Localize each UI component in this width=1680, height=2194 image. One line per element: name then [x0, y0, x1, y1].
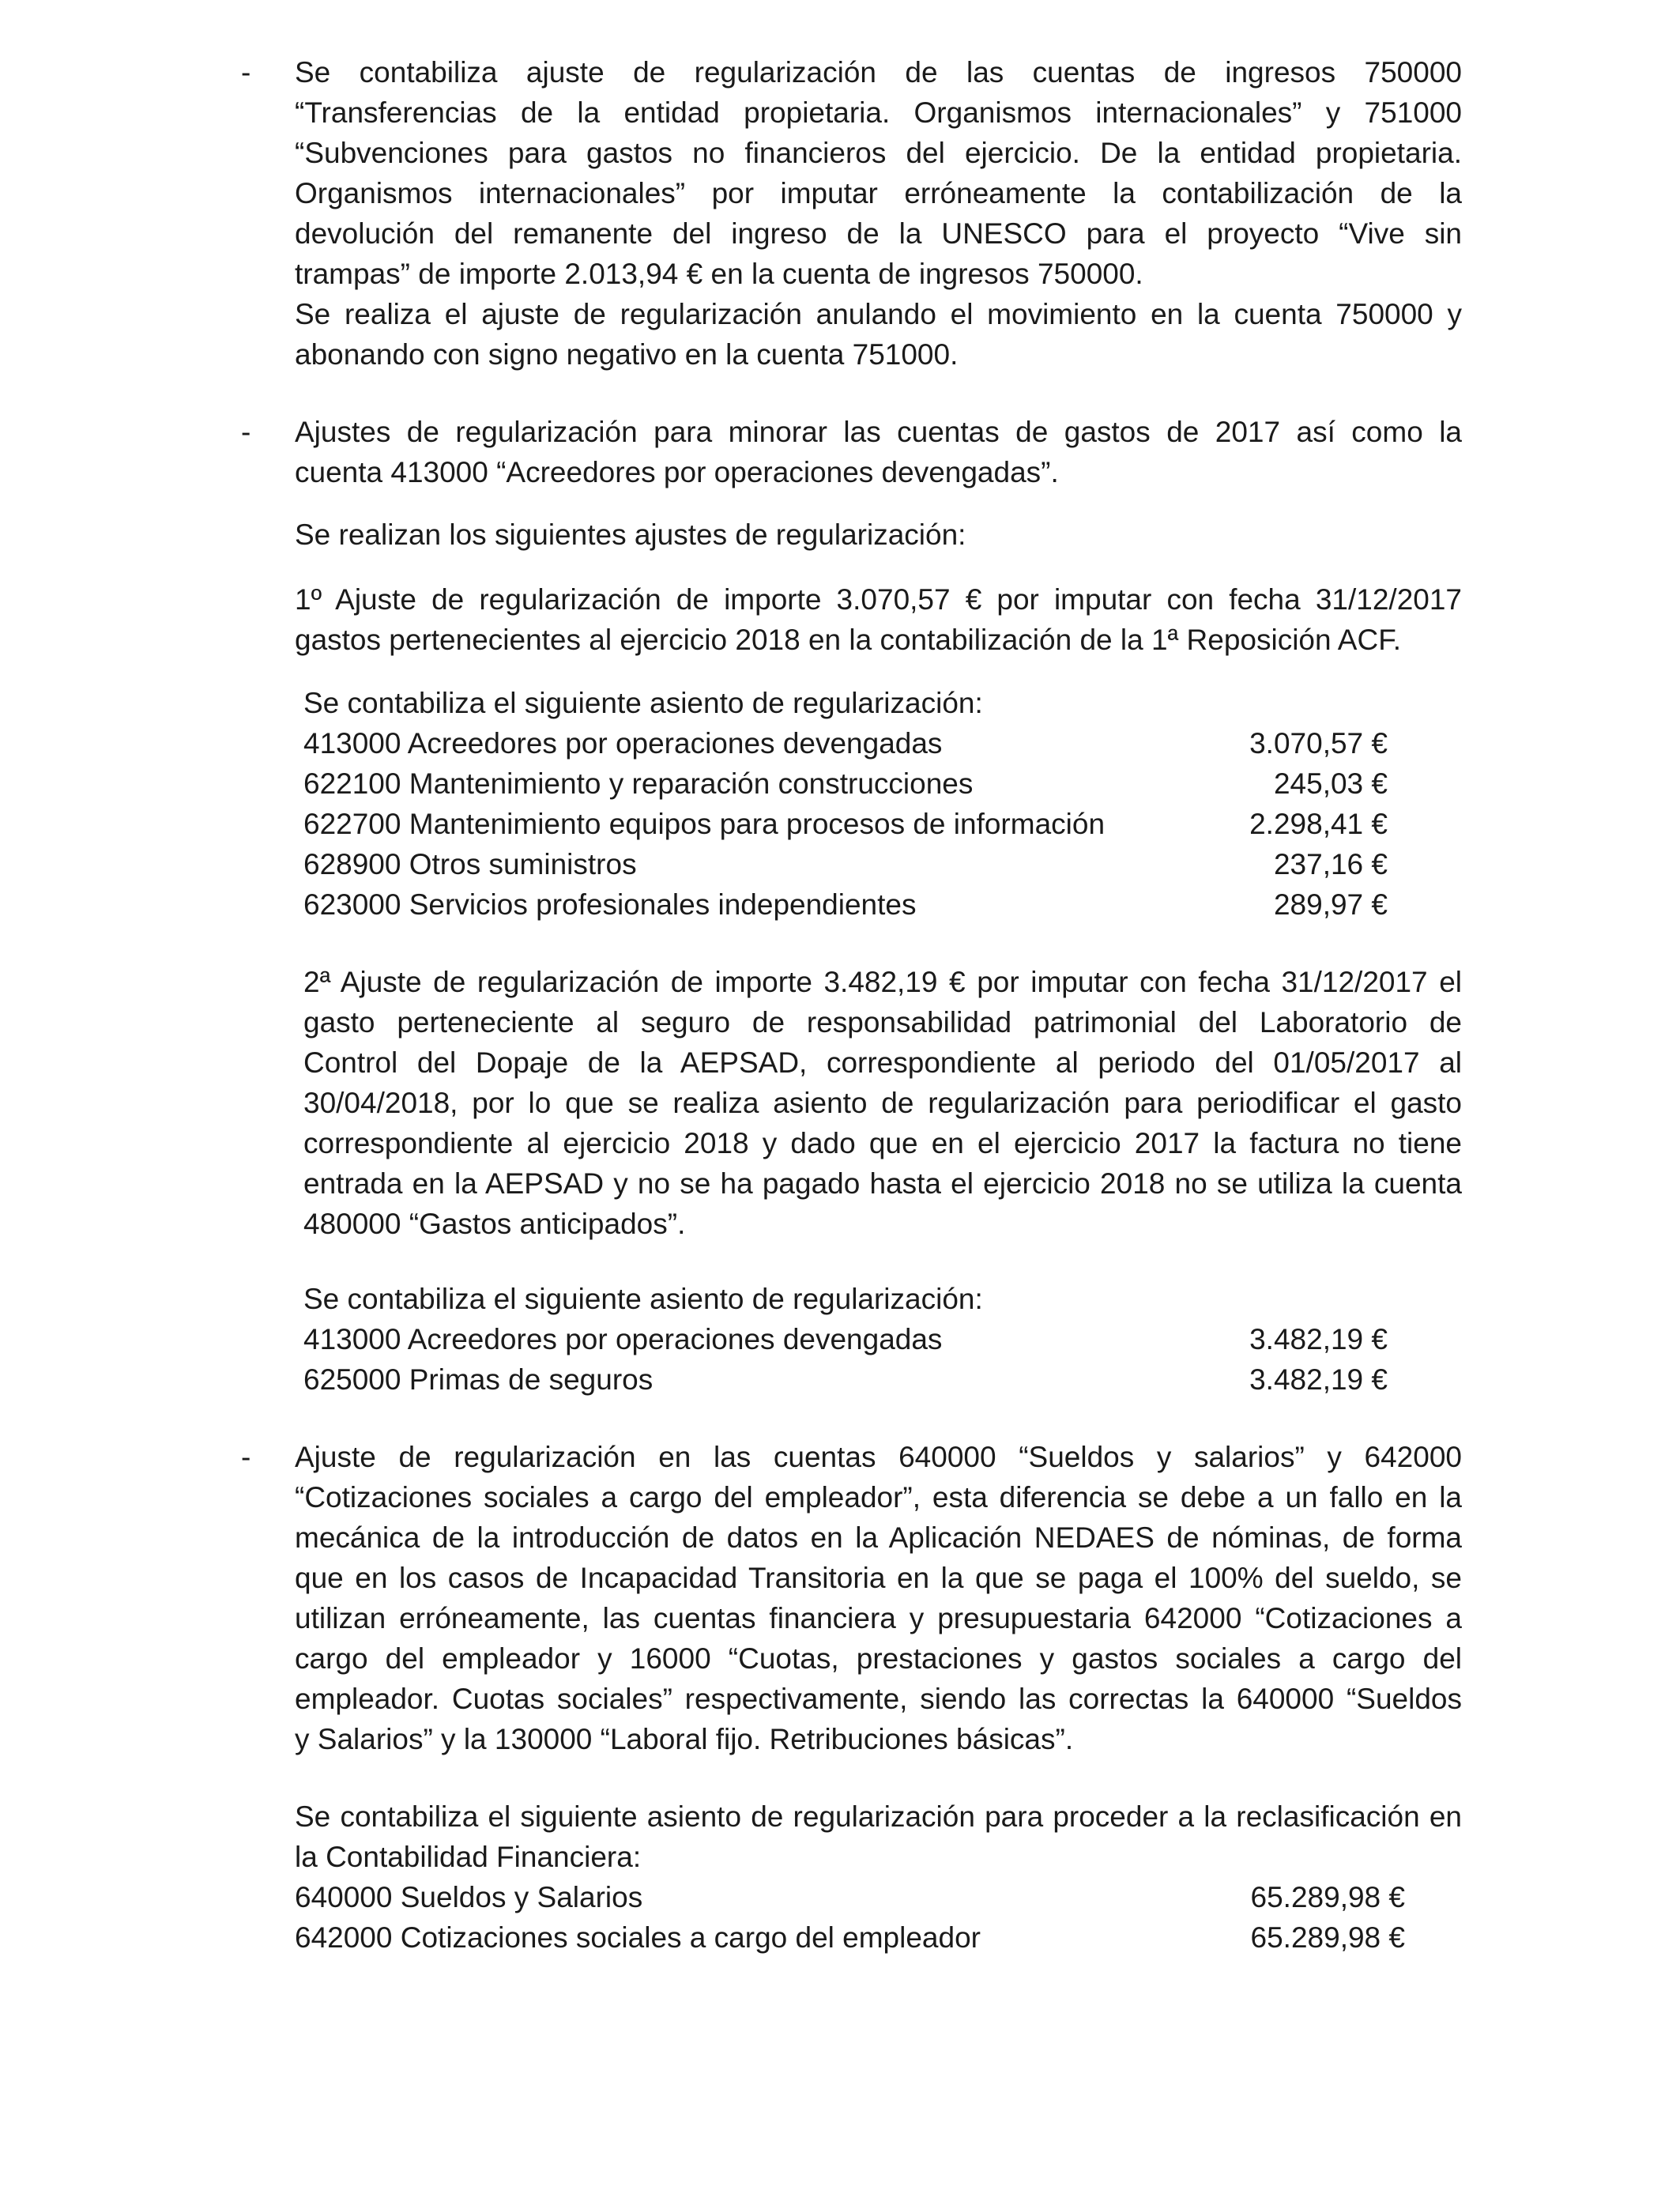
paragraph-line: Se contabiliza el siguiente asiento de regularización para proceder a la reclasificación en: [295, 1800, 1462, 1833]
entry-title: Se contabiliza el siguiente asiento de regularización:: [303, 687, 983, 719]
paragraph-line: utilizan erróneamente, las cuentas financiera y presupuestaria 642000 “Cotizaciones a: [295, 1602, 1462, 1634]
paragraph-line: “Cotizaciones sociales a cargo del empleador”, esta diferencia se debe a un fallo en la: [295, 1481, 1462, 1514]
paragraph-line: empleador. Cuotas sociales” respectivamente, siendo las correctas la 640000 “Sueldos: [295, 1683, 1462, 1715]
bullet-dash: -: [241, 416, 251, 448]
section-subtitle: Se realizan los siguientes ajustes de regularización:: [295, 518, 966, 551]
paragraph-line: y Salarios” y la 130000 “Laboral fijo. Retribuciones básicas”.: [295, 1723, 1074, 1755]
entry-account: 413000 Acreedores por operaciones devengadas: [303, 1323, 943, 1355]
paragraph-line: cargo del empleador y 16000 “Cuotas, prestaciones y gastos sociales a cargo del: [295, 1642, 1462, 1675]
paragraph-line: Organismos internacionales” por imputar erróneamente la contabilización de la: [295, 177, 1462, 209]
paragraph-line: gasto perteneciente al seguro de responsabilidad patrimonial del Laboratorio de: [303, 1006, 1462, 1039]
paragraph-line: 2ª Ajuste de regularización de importe 3.482,19 € por imputar con fecha 31/12/2017 el: [303, 966, 1462, 998]
entry-amount: 245,03 €: [1273, 767, 1388, 800]
paragraph-line: Se realiza el ajuste de regularización anulando el movimiento en la cuenta 750000 y: [295, 298, 1462, 330]
paragraph-line: 480000 “Gastos anticipados”.: [303, 1208, 686, 1240]
paragraph-line: abonando con signo negativo en la cuenta 751000.: [295, 338, 959, 371]
entry-amount: 65.289,98 €: [1250, 1881, 1405, 1913]
entry-account: 413000 Acreedores por operaciones devengadas: [303, 727, 943, 760]
paragraph-line: Ajustes de regularización para minorar las cuentas de gastos de 2017 así como la: [295, 416, 1462, 448]
paragraph-line: 30/04/2018, por lo que se realiza asiento de regularización para periodificar el gasto: [303, 1087, 1462, 1119]
paragraph-line: la Contabilidad Financiera:: [295, 1841, 642, 1873]
entry-account: 622700 Mantenimiento equipos para procesos de información: [303, 808, 1106, 840]
paragraph-line: Control del Dopaje de la AEPSAD, correspondiente al periodo del 01/05/2017 al: [303, 1046, 1462, 1079]
paragraph-line: devolución del remanente del ingreso de la UNESCO para el proyecto “Vive sin: [295, 217, 1462, 250]
paragraph-line: mecánica de la introducción de datos en la Aplicación NEDAES de nóminas, de forma: [295, 1521, 1462, 1554]
paragraph-line: Ajuste de regularización en las cuentas 640000 “Sueldos y salarios” y 642000: [295, 1441, 1462, 1473]
paragraph-line: cuenta 413000 “Acreedores por operaciones devengadas”.: [295, 456, 1059, 488]
entry-account: 623000 Servicios profesionales independientes: [303, 888, 917, 921]
paragraph-line: gastos pertenecientes al ejercicio 2018 en la contabilización de la 1ª Reposición ACF.: [295, 624, 1401, 656]
entry-amount: 3.070,57 €: [1249, 727, 1388, 760]
paragraph-line: Se contabiliza ajuste de regularización de las cuentas de ingresos 750000: [295, 56, 1462, 89]
entry-amount: 2.298,41 €: [1249, 808, 1388, 840]
paragraph-line: “Subvenciones para gastos no financieros del ejercicio. De la entidad propietaria.: [295, 137, 1462, 169]
paragraph-line: 1º Ajuste de regularización de importe 3.070,57 € por imputar con fecha 31/12/2017: [295, 583, 1462, 616]
entry-amount: 3.482,19 €: [1249, 1363, 1388, 1396]
entry-account: 628900 Otros suministros: [303, 848, 637, 880]
paragraph-line: que en los casos de Incapacidad Transitoria en la que se paga el 100% del sueldo, se: [295, 1562, 1462, 1594]
paragraph-line: trampas” de importe 2.013,94 € en la cuenta de ingresos 750000.: [295, 258, 1143, 290]
paragraph-line: correspondiente al ejercicio 2018 y dado que en el ejercicio 2017 la factura no tiene: [303, 1127, 1462, 1159]
entry-account: 622100 Mantenimiento y reparación construcciones: [303, 767, 974, 800]
entry-account: 640000 Sueldos y Salarios: [295, 1881, 643, 1913]
entry-amount: 237,16 €: [1273, 848, 1388, 880]
entry-amount: 289,97 €: [1273, 888, 1388, 921]
entry-amount: 65.289,98 €: [1250, 1921, 1405, 1954]
entry-amount: 3.482,19 €: [1249, 1323, 1388, 1355]
paragraph-line: entrada en la AEPSAD y no se ha pagado hasta el ejercicio 2018 no se utiliza la cuenta: [303, 1167, 1462, 1200]
bullet-dash: -: [241, 56, 251, 89]
bullet-dash: -: [241, 1441, 251, 1473]
paragraph-line: “Transferencias de la entidad propietaria. Organismos internacionales” y 751000: [295, 96, 1462, 129]
entry-account: 625000 Primas de seguros: [303, 1363, 654, 1396]
entry-title: Se contabiliza el siguiente asiento de regularización:: [303, 1283, 983, 1315]
entry-account: 642000 Cotizaciones sociales a cargo del empleador: [295, 1921, 981, 1954]
